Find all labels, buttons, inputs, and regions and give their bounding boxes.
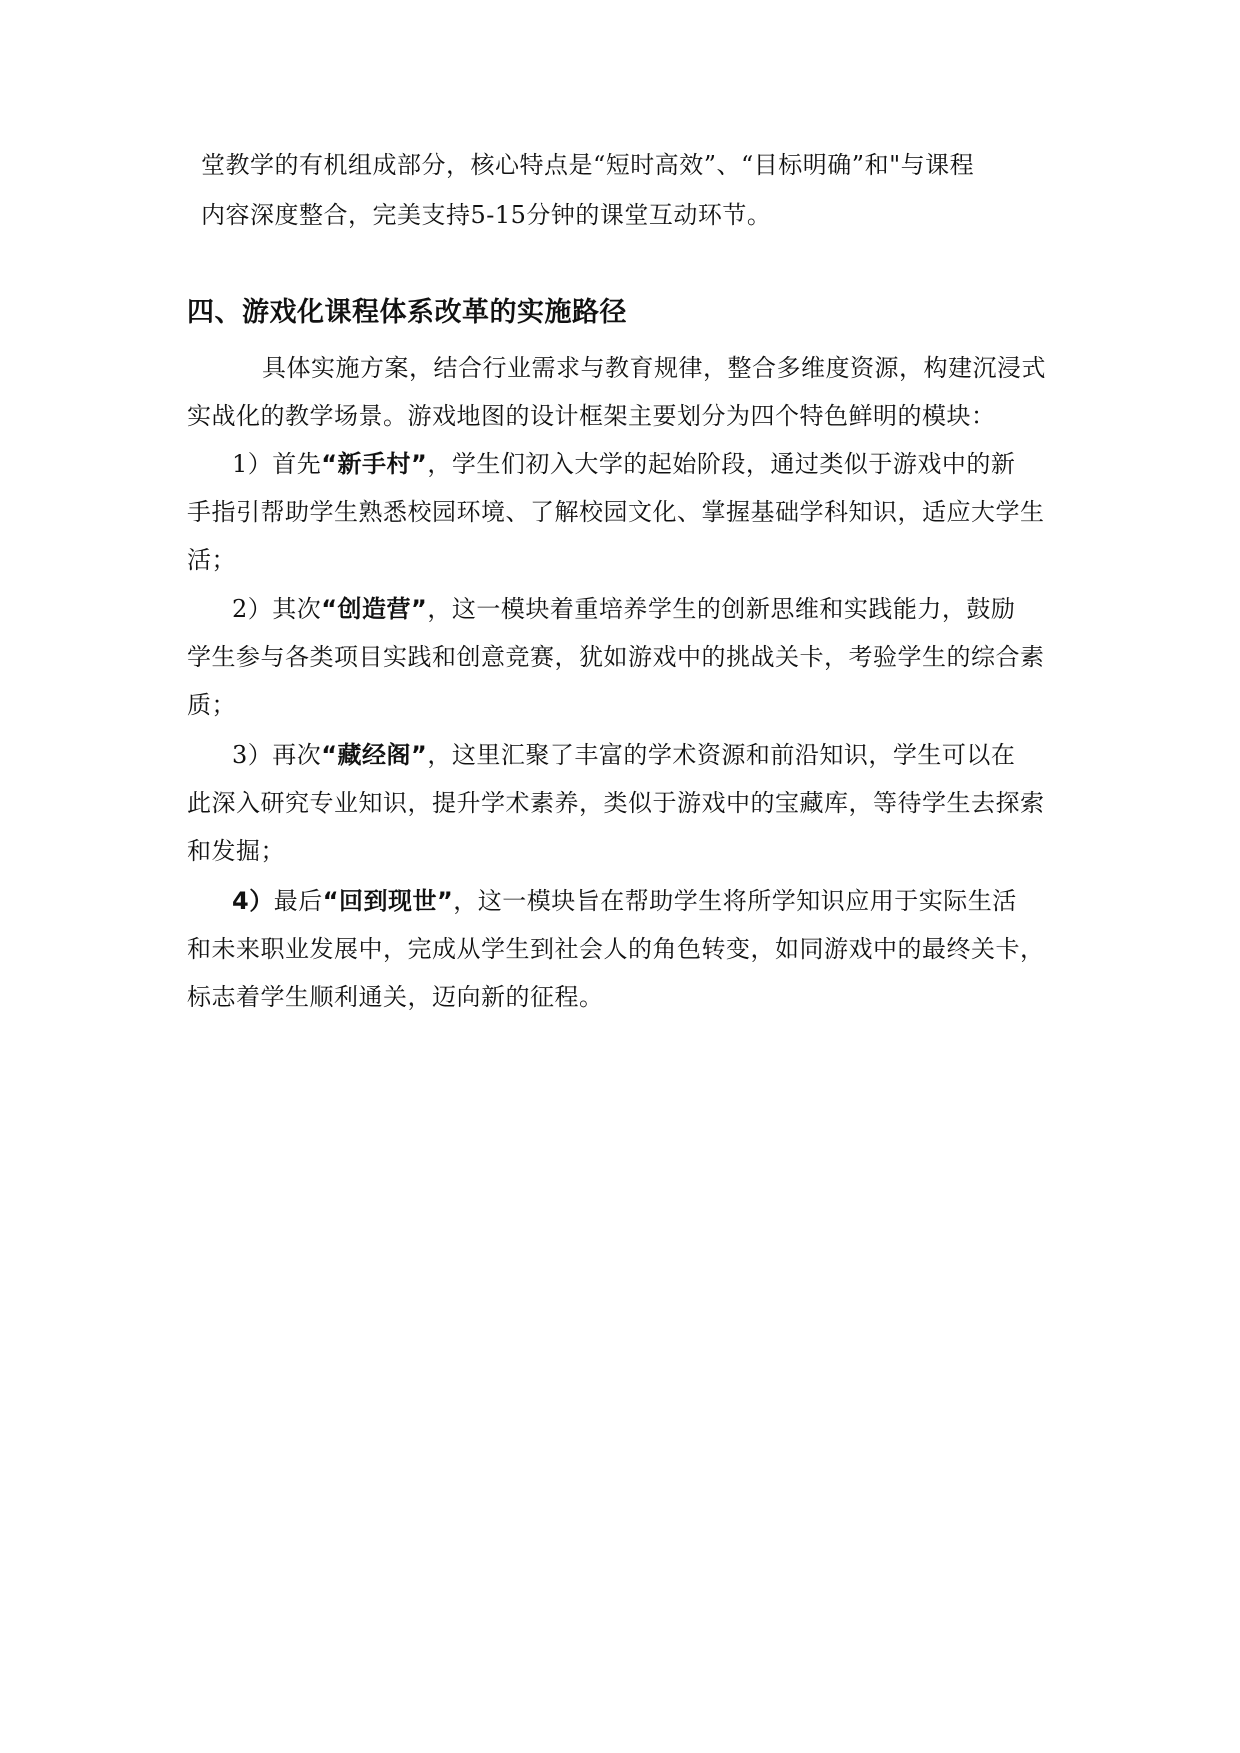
item-4-line-2: 和未来职业发展中，完成从学生到社会人的角色转变，如同游戏中的最终关卡，	[187, 935, 1045, 963]
item-2-text: ，这一模块着重培养学生的创新思维和实践能力，鼓励	[427, 595, 1016, 623]
item-4-prefix: 最后	[273, 887, 323, 915]
item-1-line-3: 活；	[187, 546, 236, 574]
item-3-title: “藏经阁”	[321, 741, 428, 769]
item-1-line-1	[232, 449, 1015, 479]
item-3-line-2: 此深入研究专业知识，提升学术素养，类似于游戏中的宝藏库，等待学生去探索	[187, 789, 1045, 817]
paragraph-1-line-2: 实战化的教学场景。游戏地图的设计框架主要划分为四个特色鲜明的模块：	[187, 402, 996, 430]
item-3-line-1	[232, 740, 1015, 770]
item-1-text: ，学生们初入大学的起始阶段，通过类似于游戏中的新	[427, 450, 1016, 478]
paragraph-1-line-1: 具体实施方案，结合行业需求与教育规律，整合多维度资源，构建沉浸式	[262, 354, 1046, 382]
section-heading: 四、游戏化课程体系改革的实施路径	[187, 297, 627, 328]
item-4-title: “回到现世”	[322, 887, 454, 915]
item-4-line-1	[232, 886, 1017, 916]
item-3-prefix: 3）再次	[232, 741, 322, 769]
item-3-text: ，这里汇聚了丰富的学术资源和前沿知识，学生可以在	[427, 741, 1016, 769]
item-4-number: 4）	[232, 887, 274, 915]
item-4-text: ，这一模块旨在帮助学生将所学知识应用于实际生活	[453, 887, 1017, 915]
item-2-line-2: 学生参与各类项目实践和创意竞赛，犹如游戏中的挑战关卡，考验学生的综合素	[187, 643, 1045, 671]
item-1-line-2: 手指引帮助学生熟悉校园环境、了解校园文化、掌握基础学科知识，适应大学生	[187, 498, 1045, 526]
item-3-line-3: 和发掘；	[187, 837, 285, 865]
item-2-line-1	[232, 594, 1015, 624]
item-2-line-3: 质；	[187, 691, 236, 719]
item-4-line-3: 标志着学生顺利通关，迈向新的征程。	[187, 983, 604, 1011]
item-2-title: “创造营”	[321, 595, 428, 623]
item-1-prefix: 1）首先	[232, 450, 322, 478]
intro-line-1: 堂教学的有机组成部分，核心特点是“短时高效”、“目标明确”和"与课程	[201, 151, 975, 179]
item-1-title: “新手村”	[321, 450, 428, 478]
item-2-prefix: 2）其次	[232, 595, 322, 623]
intro-line-2: 内容深度整合，完美支持5-15分钟的课堂互动环节。	[201, 201, 772, 229]
